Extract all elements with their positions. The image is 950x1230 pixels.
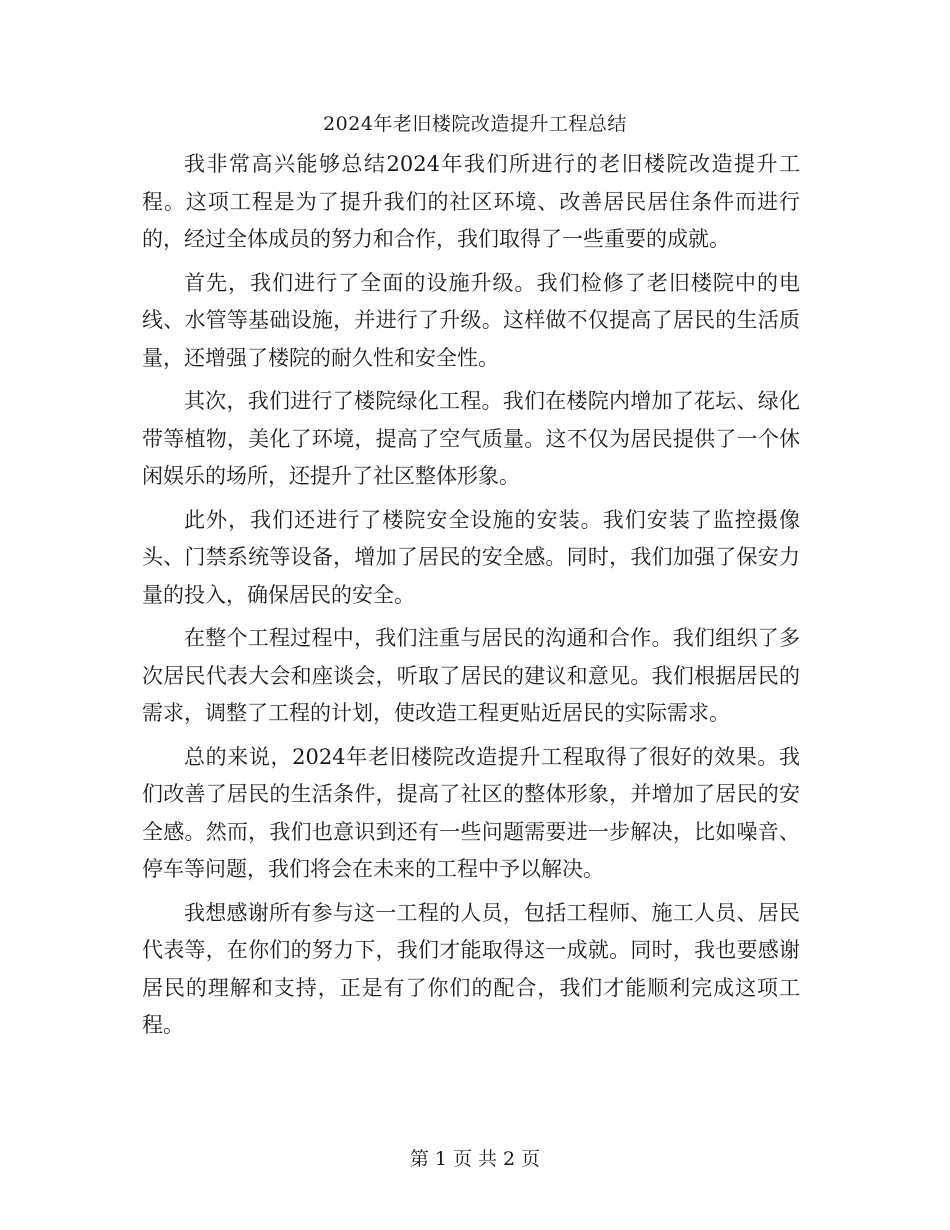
paragraph-greening: 其次，我们进行了楼院绿化工程。我们在楼院内增加了花坛、绿化带等植物，美化了环境，提高了空气质量。这不仅为居民提供了一个休闲娱乐的场所，还提升了社区整体形象。: [142, 389, 800, 488]
paragraph-summary: 总的来说，2024年老旧楼院改造提升工程取得了很好的效果。我们改善了居民的生活条件，提高了社区的整体形象，并增加了居民的安全感。然而，我们也意识到还有一些问题需要进一步解决，比如噪音、停车等问题，我们将会在未来的工程中予以解决。: [142, 744, 800, 881]
page-number-footer: 第 1 页 共 2 页: [409, 1148, 541, 1170]
paragraph-security: 此外，我们还进行了楼院安全设施的安装。我们安装了监控摄像头、门禁系统等设备，增加了居民的安全感。同时，我们加强了保安力量的投入，确保居民的安全。: [142, 507, 800, 607]
paragraph-communication: 在整个工程过程中，我们注重与居民的沟通和合作。我们组织了多次居民代表大会和座谈会，听取了居民的建议和意见。我们根据居民的需求，调整了工程的计划，使改造工程更贴近居民的实际需求。: [142, 626, 800, 725]
document-title: 2024年老旧楼院改造提升工程总结: [323, 113, 627, 135]
paragraph-facility-upgrade: 首先，我们进行了全面的设施升级。我们检修了老旧楼院中的电线、水管等基础设施，并进行了升级。这样做不仅提高了居民的生活质量，还增强了楼院的耐久性和安全性。: [142, 270, 800, 370]
paragraph-intro: 我非常高兴能够总结2024年我们所进行的老旧楼院改造提升工程。这项工程是为了提升我们的社区环境、改善居民居住条件而进行的，经过全体成员的努力和合作，我们取得了一些重要的成就。: [142, 152, 800, 251]
document-body: [142, 146, 800, 1051]
paragraph-thanks: 我想感谢所有参与这一工程的人员，包括工程师、施工人员、居民代表等，在你们的努力下，我们才能取得这一成就。同时，我也要感谢居民的理解和支持，正是有了你们的配合，我们才能顺利完成这项工程。: [142, 900, 800, 1037]
